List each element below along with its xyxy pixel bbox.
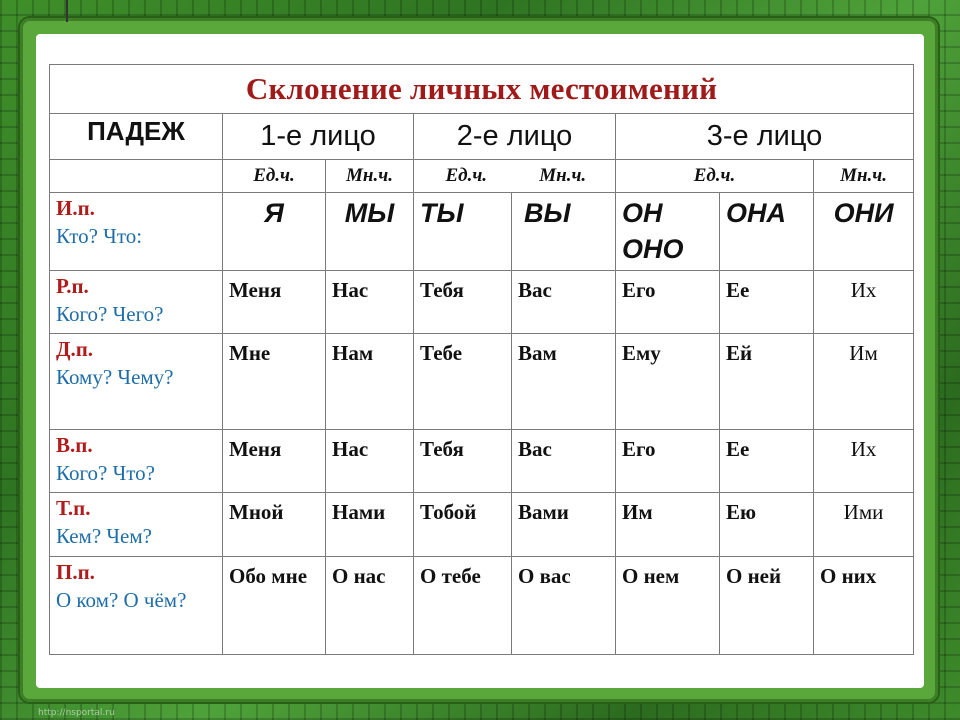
table-row [50, 271, 914, 334]
case-question: Кого? Чего? [56, 302, 164, 326]
number-2 [414, 160, 616, 193]
case-question: Кого? Что? [56, 461, 155, 485]
table-row [50, 334, 914, 430]
form-cell: О вас [512, 557, 616, 655]
declension-table [49, 64, 914, 655]
form-cell: Вам [512, 334, 616, 430]
form-cell: Вами [512, 493, 616, 557]
form-cell: О тебе [414, 557, 512, 655]
number-3-sg: Ед.ч. [616, 160, 814, 193]
case-question: Кем? Чем? [56, 524, 152, 548]
form-cell: Нас [326, 271, 414, 334]
nom-form: ОНИ [814, 193, 914, 271]
form-cell: Тебя [414, 430, 512, 493]
form-cell: Его [616, 271, 720, 334]
form-cell: Вас [512, 430, 616, 493]
case-name: В.п. [56, 433, 93, 457]
number-3-pl: Мн.ч. [814, 160, 914, 193]
case-header: ПАДЕЖ [50, 114, 223, 160]
form-cell: Меня [223, 430, 326, 493]
form-cell: О нас [326, 557, 414, 655]
form-cell: Ею [720, 493, 814, 557]
form-cell: Мной [223, 493, 326, 557]
nom-form: ОНА [720, 193, 814, 271]
form-cell: Ее [720, 271, 814, 334]
case-name: И.п. [56, 196, 95, 220]
form-cell: Ее [720, 430, 814, 493]
cursor-mark [66, 0, 68, 22]
case-question: Кто? Что: [56, 224, 143, 248]
case-name: Д.п. [56, 337, 94, 361]
form-cell: Ими [814, 493, 914, 557]
form-cell: О них [814, 557, 914, 655]
person-1: 1-е лицо [223, 114, 414, 160]
form-cell: Меня [223, 271, 326, 334]
case-name: П.п. [56, 560, 95, 584]
table-row [50, 493, 914, 557]
number-2-sg: Ед.ч. [445, 165, 488, 186]
form-cell: Им [616, 493, 720, 557]
form-cell: Мне [223, 334, 326, 430]
case-name: Т.п. [56, 496, 91, 520]
nom-form: Я [223, 193, 326, 271]
form-cell: Ей [720, 334, 814, 430]
form-cell: Нас [326, 430, 414, 493]
number-1-sg: Ед.ч. [223, 160, 326, 193]
number-1-pl: Мн.ч. [326, 160, 414, 193]
form-cell: Им [814, 334, 914, 430]
form-cell: Его [616, 430, 720, 493]
empty-cell [50, 160, 223, 193]
form-cell: О нем [616, 557, 720, 655]
form-cell: Их [814, 430, 914, 493]
form-cell: Нам [326, 334, 414, 430]
nom-form: ОН ОНО [616, 193, 720, 271]
table-title: Склонение личных местоимений [245, 71, 718, 106]
form-cell: Тебе [414, 334, 512, 430]
case-name: Р.п. [56, 274, 89, 298]
table-row [50, 557, 914, 655]
form-cell: Обо мне [223, 557, 326, 655]
case-nominative [50, 193, 223, 271]
form-cell: Ему [616, 334, 720, 430]
number-2-pl: Мн.ч. [539, 165, 587, 186]
person-3: 3-е лицо [616, 114, 914, 160]
nom-form: ТЫ [414, 193, 512, 271]
watermark-url: http://nsportal.ru [38, 708, 115, 718]
nom-form: ВЫ [512, 193, 616, 271]
case-question: О ком? О чём? [56, 588, 187, 612]
nom-form: МЫ [326, 193, 414, 271]
form-cell: Нами [326, 493, 414, 557]
form-cell: Вас [512, 271, 616, 334]
case-question: Кому? Чему? [56, 365, 174, 389]
form-cell: Тебя [414, 271, 512, 334]
form-cell: Их [814, 271, 914, 334]
table-row [50, 430, 914, 493]
form-cell: О ней [720, 557, 814, 655]
form-cell: Тобой [414, 493, 512, 557]
person-2: 2-е лицо [414, 114, 616, 160]
table-title-cell [50, 65, 914, 114]
